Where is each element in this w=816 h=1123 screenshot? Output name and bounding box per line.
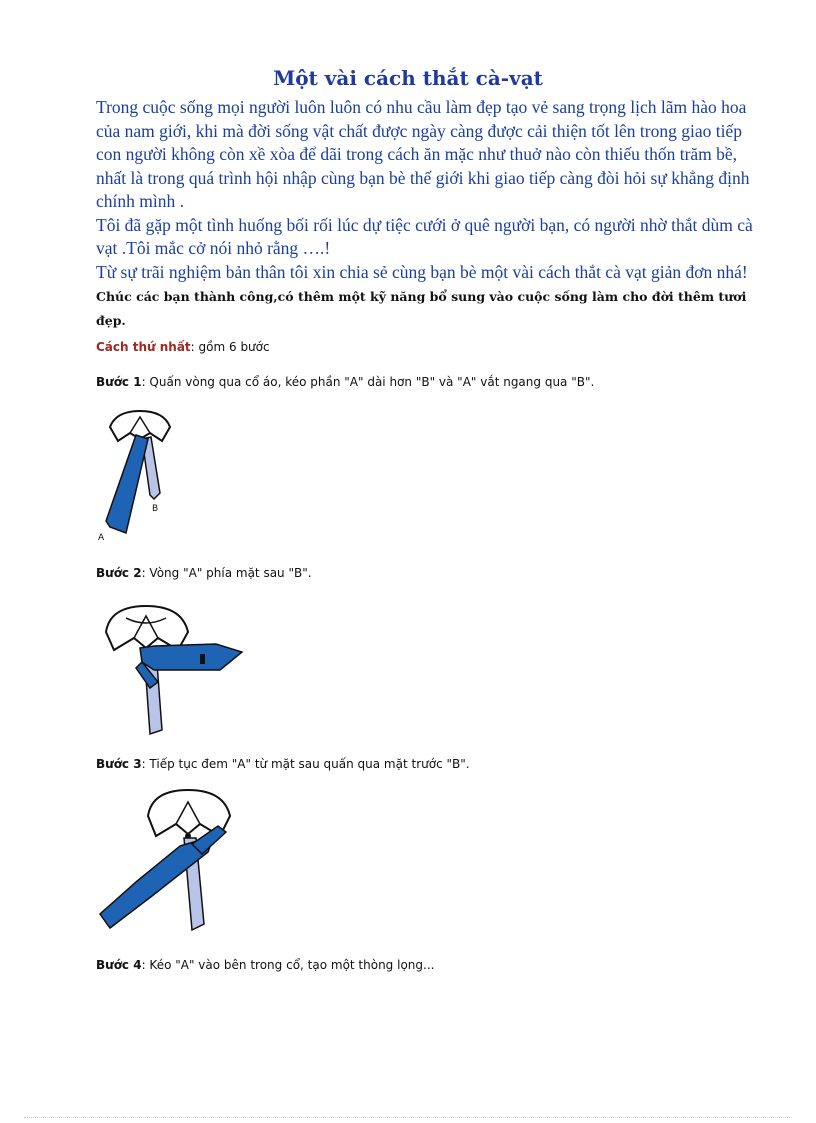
step-1-illustration [96, 405, 186, 545]
step-1 [96, 375, 594, 389]
intro-paragraph-1: Trong cuộc sống mọi người luôn luôn có nhu cầu làm đẹp tạo vẻ sang trọng lịch lãm hào hoa của nam giới, khi mà đời sống vật chất được ngày càng được cải thiện tốt lên trong giao tiếp con người không còn xề xòa để dãi trong cách ăn mặc như thuở nào còn thiếu thốn trăm bề, nhất là trong quá trình hội nhập cùng bạn bè thế giới khi giao tiếp càng đòi hỏi sự khẳng định chính mình . [96, 97, 750, 211]
intro-section [96, 96, 766, 332]
label-a: A [98, 533, 105, 543]
intro-paragraph-3-black: Chúc các bạn thành công,có thêm một kỹ năng bổ sung vào cuộc sống làm cho đời thêm tươi đẹp. [96, 289, 747, 328]
step-4-text: : Kéo "A" vào bên trong cổ, tạo một thòng lọng... [141, 958, 435, 972]
intro-paragraph-2: Tôi đã gặp một tình huống bối rối lúc dự tiệc cưới ở quê người bạn, có người nhờ thắt dùm cà vạt .Tôi mắc cở nói nhỏ rằng ….! [96, 214, 753, 258]
intro-paragraph-3 [96, 261, 766, 333]
method-label: Cách thứ nhất [96, 340, 191, 354]
step-3-text: : Tiếp tục đem "A" từ mặt sau quấn qua mặt trước "B". [141, 757, 470, 771]
step-4 [96, 958, 434, 972]
step-3 [96, 757, 470, 771]
method-heading [96, 340, 270, 354]
step-2-illustration [96, 598, 246, 738]
page-title: Một vài cách thắt cà-vạt [273, 66, 543, 90]
method-text: : gồm 6 bước [190, 340, 270, 354]
intro-paragraph-3-blue: Từ sự trãi nghiệm bản thân tôi xin chia sẻ cùng bạn bè một vài cách thắt cà vạt giản đơn nhá! [96, 261, 748, 282]
step-4-label: Bước 4 [96, 958, 142, 972]
page-footer-divider [24, 1117, 792, 1118]
step-1-label: Bước 1 [96, 375, 142, 389]
step-3-illustration [96, 786, 246, 936]
step-3-label: Bước 3 [96, 757, 142, 771]
step-1-text: : Quấn vòng qua cổ áo, kéo phần "A" dài hơn "B" và "A" vắt ngang qua "B". [141, 375, 595, 389]
step-2-text: : Vòng "A" phía mặt sau "B". [141, 566, 312, 580]
step-2 [96, 566, 312, 580]
label-b: B [152, 504, 159, 514]
step-2-label: Bước 2 [96, 566, 142, 580]
